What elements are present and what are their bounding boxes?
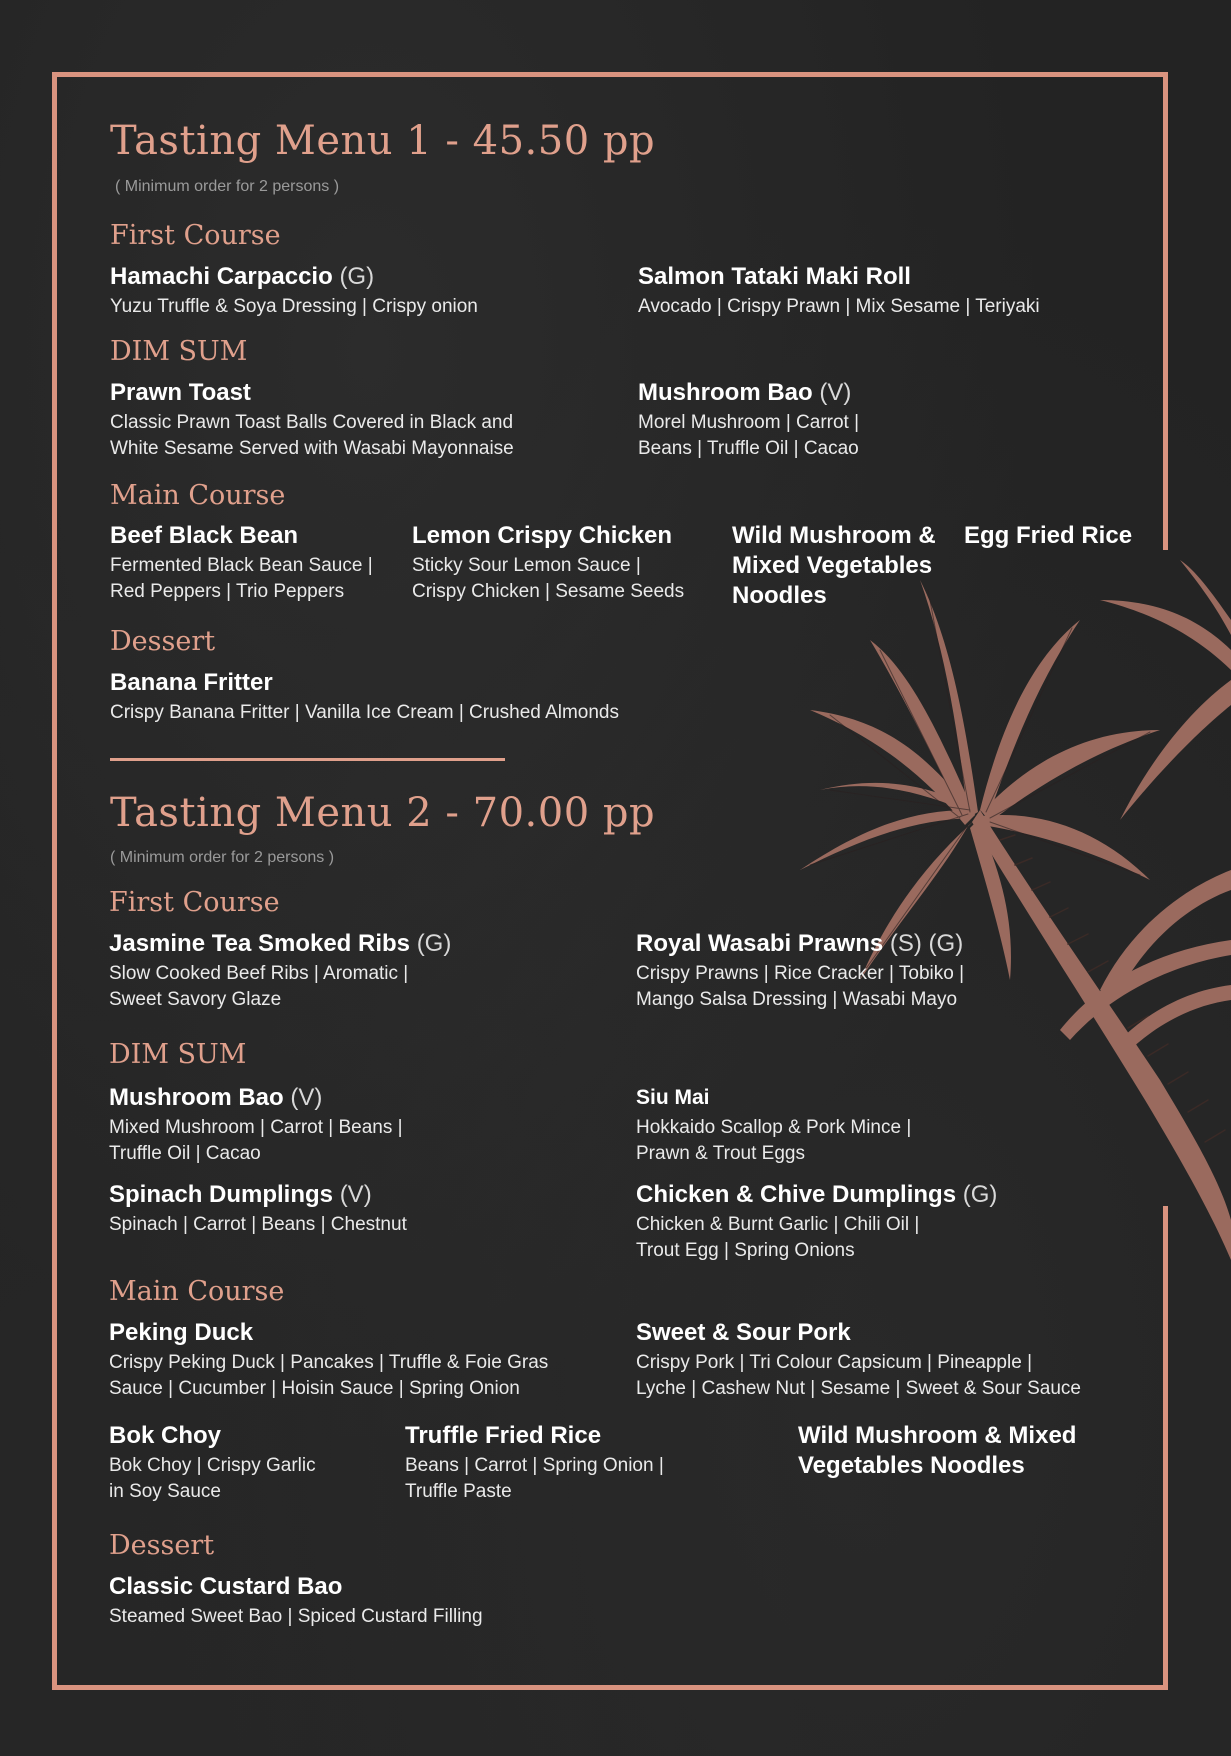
dish-name: Sweet & Sour Pork <box>636 1319 851 1346</box>
dish-name: Siu Mai <box>636 1086 710 1109</box>
frame-top <box>52 72 1168 77</box>
menu2-dessert-heading: Dessert <box>109 1530 215 1561</box>
dish-name: Chicken & Chive Dumplings (G) <box>636 1181 998 1208</box>
dish-tag: (V) <box>290 1084 323 1111</box>
menu2-dish-siu-mai <box>636 1083 911 1167</box>
dish-tag: (S) (G) <box>889 930 964 957</box>
menu1-main-course-heading: Main Course <box>110 480 286 511</box>
menu2-dish-wasabi-prawns <box>636 929 964 1013</box>
menu1-min-order: ( Minimum order for 2 persons ) <box>115 178 340 195</box>
menu2-first-course-heading: First Course <box>109 887 280 918</box>
dish-desc: Sweet Savory Glaze <box>109 989 282 1010</box>
dish-desc: Beans | Carrot | Spring Onion | <box>405 1455 664 1476</box>
dish-desc: Beans | Truffle Oil | Cacao <box>638 438 859 459</box>
menu1-dish-egg-fried-rice <box>964 521 1132 551</box>
dish-desc: Crispy Pork | Tri Colour Capsicum | Pineapple | <box>636 1352 1033 1373</box>
dish-desc: Truffle Paste <box>405 1481 512 1502</box>
menu1-dish-prawn-toast <box>110 378 514 462</box>
frame-left <box>52 72 57 1690</box>
dish-name: Prawn Toast <box>110 379 251 406</box>
menu1-dish-beef <box>110 521 373 605</box>
dish-desc: Crispy Peking Duck | Pancakes | Truffle & Foie Gras <box>109 1352 549 1373</box>
dish-tag: (V) <box>819 379 852 406</box>
dish-desc: Chicken & Burnt Garlic | Chili Oil | <box>636 1214 920 1235</box>
dish-desc: Mixed Mushroom | Carrot | Beans | <box>109 1117 403 1138</box>
dish-name: Beef Black Bean <box>110 522 299 549</box>
dish-name: Truffle Fried Rice <box>405 1422 602 1449</box>
menu1-dim-sum-heading: DIM SUM <box>110 336 248 367</box>
menu2-main-course-heading: Main Course <box>109 1276 285 1307</box>
dish-name: Vegetables Noodles <box>798 1452 1025 1479</box>
menu2-dish-truffle-fried-rice <box>405 1421 664 1505</box>
palm-tree-illustration <box>800 560 1231 1280</box>
dish-name: Hamachi Carpaccio (G) <box>110 263 375 290</box>
dish-desc: Trout Egg | Spring Onions <box>636 1240 855 1261</box>
frame-bottom <box>52 1685 1168 1690</box>
dish-desc: Prawn & Trout Eggs <box>636 1143 805 1164</box>
menu1-dessert-heading: Dessert <box>110 626 216 657</box>
dish-name: Banana Fritter <box>110 669 273 696</box>
dish-name: Egg Fried Rice <box>964 522 1133 549</box>
dish-desc: Red Peppers | Trio Peppers <box>110 581 345 602</box>
dish-desc: Fermented Black Bean Sauce | <box>110 555 373 576</box>
dish-name: Salmon Tataki Maki Roll <box>638 263 911 290</box>
menu2-dish-spinach-dumplings <box>109 1180 407 1238</box>
menu2-title: Tasting Menu 2 - 70.00 pp <box>110 790 656 836</box>
dish-name: Mixed Vegetables <box>732 552 933 579</box>
menu2-dish-sweet-sour-pork <box>636 1318 1081 1402</box>
dish-name: Mushroom Bao (V) <box>638 379 852 406</box>
dish-tag: (G) <box>416 930 452 957</box>
dish-tag: (V) <box>339 1181 372 1208</box>
dish-desc: Classic Prawn Toast Balls Covered in Black and <box>110 412 514 433</box>
dish-name: Wild Mushroom & Mixed <box>798 1422 1077 1449</box>
dish-desc: White Sesame Served with Wasabi Mayonnaise <box>110 438 514 459</box>
dish-desc: in Soy Sauce <box>109 1481 221 1502</box>
dish-desc: Crispy Chicken | Sesame Seeds <box>412 581 685 602</box>
dish-name: Spinach Dumplings (V) <box>109 1181 372 1208</box>
dish-name: Lemon Crispy Chicken <box>412 522 673 549</box>
menu1-dish-hamachi <box>110 262 478 320</box>
menu2-dish-ribs <box>109 929 451 1013</box>
menu2-dish-bok-choy <box>109 1421 316 1505</box>
dish-tag: (G) <box>962 1181 998 1208</box>
menu2-min-order: ( Minimum order for 2 persons ) <box>110 849 335 866</box>
dish-desc: Sticky Sour Lemon Sauce | <box>412 555 641 576</box>
menu1-dish-lemon-chicken <box>412 521 684 605</box>
menu1-dish-salmon <box>638 262 1040 320</box>
dish-name: Royal Wasabi Prawns (S) (G) <box>636 930 964 957</box>
dish-desc: Spinach | Carrot | Beans | Chestnut <box>109 1214 407 1235</box>
dish-desc: Lyche | Cashew Nut | Sesame | Sweet & Sour Sauce <box>636 1378 1081 1399</box>
dish-name: Wild Mushroom & <box>732 522 936 549</box>
menu2-dish-wild-mushroom-noodles <box>798 1421 1076 1481</box>
dish-name: Jasmine Tea Smoked Ribs (G) <box>109 930 452 957</box>
menu1-dish-banana-fritter <box>110 668 619 726</box>
dish-desc: Slow Cooked Beef Ribs | Aromatic | <box>109 963 409 984</box>
menu2-dish-peking-duck <box>109 1318 548 1402</box>
dish-desc: Crispy Banana Fritter | Vanilla Ice Cream | Crushed Almonds <box>110 702 620 723</box>
menu2-dish-custard-bao <box>109 1572 483 1630</box>
dish-desc: Yuzu Truffle & Soya Dressing | Crispy onion <box>110 296 478 317</box>
menu2-dish-chicken-chive <box>636 1180 997 1264</box>
dish-desc: Steamed Sweet Bao | Spiced Custard Filling <box>109 1606 483 1627</box>
dish-desc: Hokkaido Scallop & Pork Mince | <box>636 1117 912 1138</box>
dish-desc: Sauce | Cucumber | Hoisin Sauce | Spring Onion <box>109 1378 520 1399</box>
dish-name: Mushroom Bao (V) <box>109 1084 323 1111</box>
menu2-dim-sum-heading: DIM SUM <box>109 1039 247 1070</box>
menu2-dish-mushroom-bao <box>109 1083 403 1167</box>
dish-name: Noodles <box>732 582 827 609</box>
frame-right-upper <box>1163 72 1168 550</box>
dish-name: Classic Custard Bao <box>109 1573 343 1600</box>
dish-tag: (G) <box>339 263 375 290</box>
dish-desc: Crispy Prawns | Rice Cracker | Tobiko | <box>636 963 965 984</box>
menu1-dish-wild-mushroom-noodles <box>732 521 936 611</box>
menu1-dish-mushroom-bao <box>638 378 859 462</box>
dish-name: Bok Choy <box>109 1422 222 1449</box>
dish-desc: Morel Mushroom | Carrot | <box>638 412 860 433</box>
dish-desc: Truffle Oil | Cacao <box>109 1143 261 1164</box>
dish-desc: Avocado | Crispy Prawn | Mix Sesame | Teriyaki <box>638 296 1040 317</box>
menu-divider <box>110 758 505 761</box>
dish-desc: Bok Choy | Crispy Garlic <box>109 1455 316 1476</box>
menu1-title: Tasting Menu 1 - 45.50 pp <box>110 118 656 164</box>
dish-name: Peking Duck <box>109 1319 254 1346</box>
dish-desc: Mango Salsa Dressing | Wasabi Mayo <box>636 989 958 1010</box>
menu1-first-course-heading: First Course <box>110 220 281 251</box>
